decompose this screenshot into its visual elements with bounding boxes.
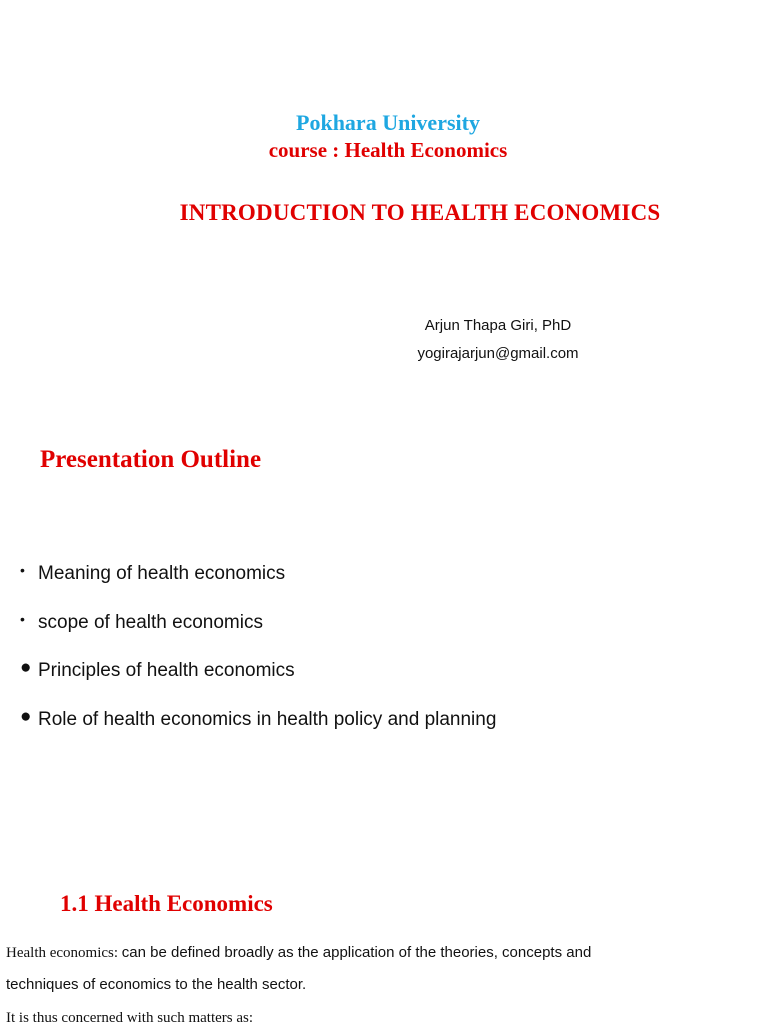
university-name: Pokhara University <box>296 110 480 135</box>
list-item <box>20 609 496 658</box>
outline-heading: Presentation Outline <box>40 446 262 473</box>
bullet-icon: ● <box>20 705 32 727</box>
list-item-text: Role of health economics in health policy and planning <box>38 708 497 730</box>
definition-continuation: techniques of economics to the health sector. <box>6 976 307 993</box>
list-item <box>20 657 496 706</box>
list-item-text: scope of health economics <box>38 611 263 633</box>
section-heading: 1.1 Health Economics <box>60 891 273 916</box>
course-title: course : Health Economics <box>268 138 508 162</box>
definition-term: Health economics: <box>6 945 122 961</box>
document-title: INTRODUCTION TO HEALTH ECONOMICS <box>179 200 661 225</box>
bullet-icon: • <box>20 610 25 627</box>
outline-list <box>20 560 496 754</box>
concerns-intro: It is thus concerned with such matters as: <box>6 1010 254 1026</box>
author-block <box>388 312 608 368</box>
list-item-text: Meaning of health economics <box>38 563 286 584</box>
list-item-text: Principles of health economics <box>38 660 295 681</box>
author-name: Arjun Thapa Giri, PhD <box>424 317 572 334</box>
list-item <box>20 560 496 609</box>
definition-paragraph <box>6 944 591 962</box>
definition-text: can be defined broadly as the application of the theories, concepts and <box>121 944 592 961</box>
list-item <box>20 706 496 755</box>
bullet-icon: ● <box>20 657 32 678</box>
author-email: yogirajarjun@gmail.com <box>417 345 579 362</box>
bullet-icon: • <box>20 562 25 578</box>
